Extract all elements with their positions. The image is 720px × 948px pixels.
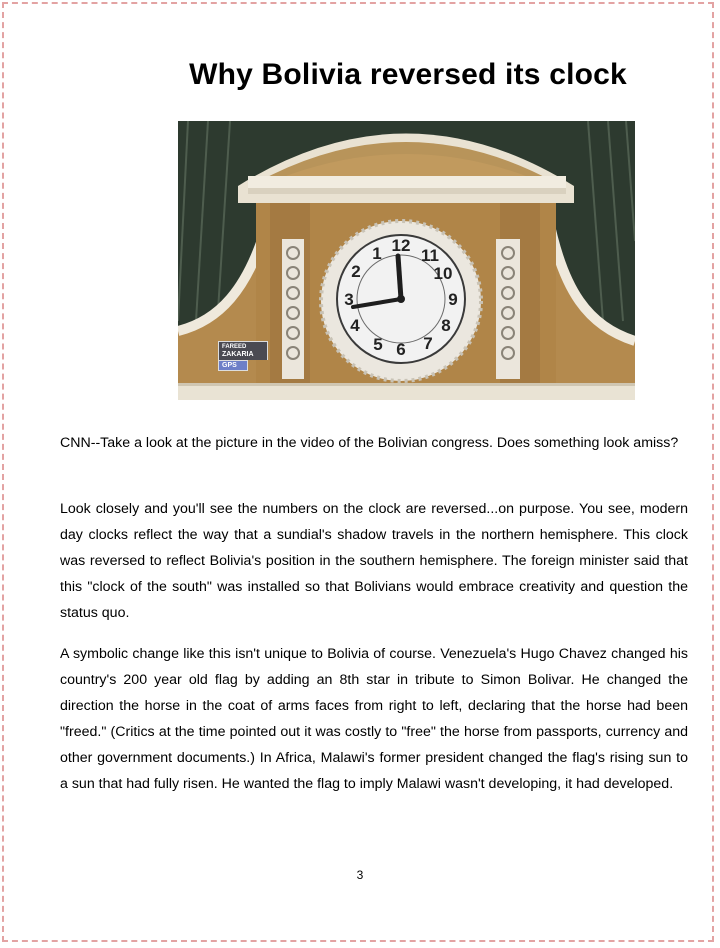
clock-numeral: 9: [448, 290, 458, 309]
clock-numeral: 2: [351, 262, 361, 281]
clock-numeral: 6: [396, 340, 406, 359]
clock-numeral: 1: [372, 244, 382, 263]
logo-badge: GPS: [218, 360, 248, 371]
clock-numeral: 8: [441, 316, 451, 335]
page-number: 3: [356, 868, 364, 882]
clock-numeral: 7: [423, 334, 433, 353]
clock-photo: [178, 121, 635, 400]
page-title: Why Bolivia reversed its clock: [189, 58, 627, 91]
clock-numeral: 4: [350, 316, 360, 335]
logo-line2: ZAKARIA: [222, 351, 254, 358]
clock-numeral: 3: [344, 290, 354, 309]
paragraph: CNN--Take a look at the picture in the video of the Bolivian congress. Does something look amiss?: [60, 435, 679, 451]
fareed-zakaria-gps-logo: [218, 341, 268, 373]
clock-numeral: 11: [421, 246, 439, 265]
logo-line1: FAREED: [222, 344, 247, 350]
clock-numeral: 5: [373, 335, 383, 354]
paragraph: A symbolic change like this isn't unique to Bolivia of course. Venezuela's Hugo Chavez changed his country's 200 year old flag by adding an 8th star in tribute to Simon Bolivar. He changed the direction the horse in the coat of arms faces from right to left, declaring that the horse had been "freed." (Critics at the time pointed out it was costly to "free" the horse from passports, currency and other government documents.) In Africa, Malawi's former president changed the flag's rising sun to a sun that had fully risen. He wanted the flag to imply Malawi wasn't developing, it had developed.: [60, 646, 688, 792]
clock-numeral: 12: [391, 236, 411, 255]
clock-numeral: 10: [433, 264, 453, 283]
paragraph: Look closely and you'll see the numbers on the clock are reversed...on purpose. You see, modern day clocks reflect the way that a sundial's shadow travels in the northern hemisphere. This clock was reversed to reflect Bolivia's position in the southern hemisphere. The foreign minister said that this "clock of the south" was installed so that Bolivians would embrace creativity and question the status quo.: [60, 501, 688, 621]
